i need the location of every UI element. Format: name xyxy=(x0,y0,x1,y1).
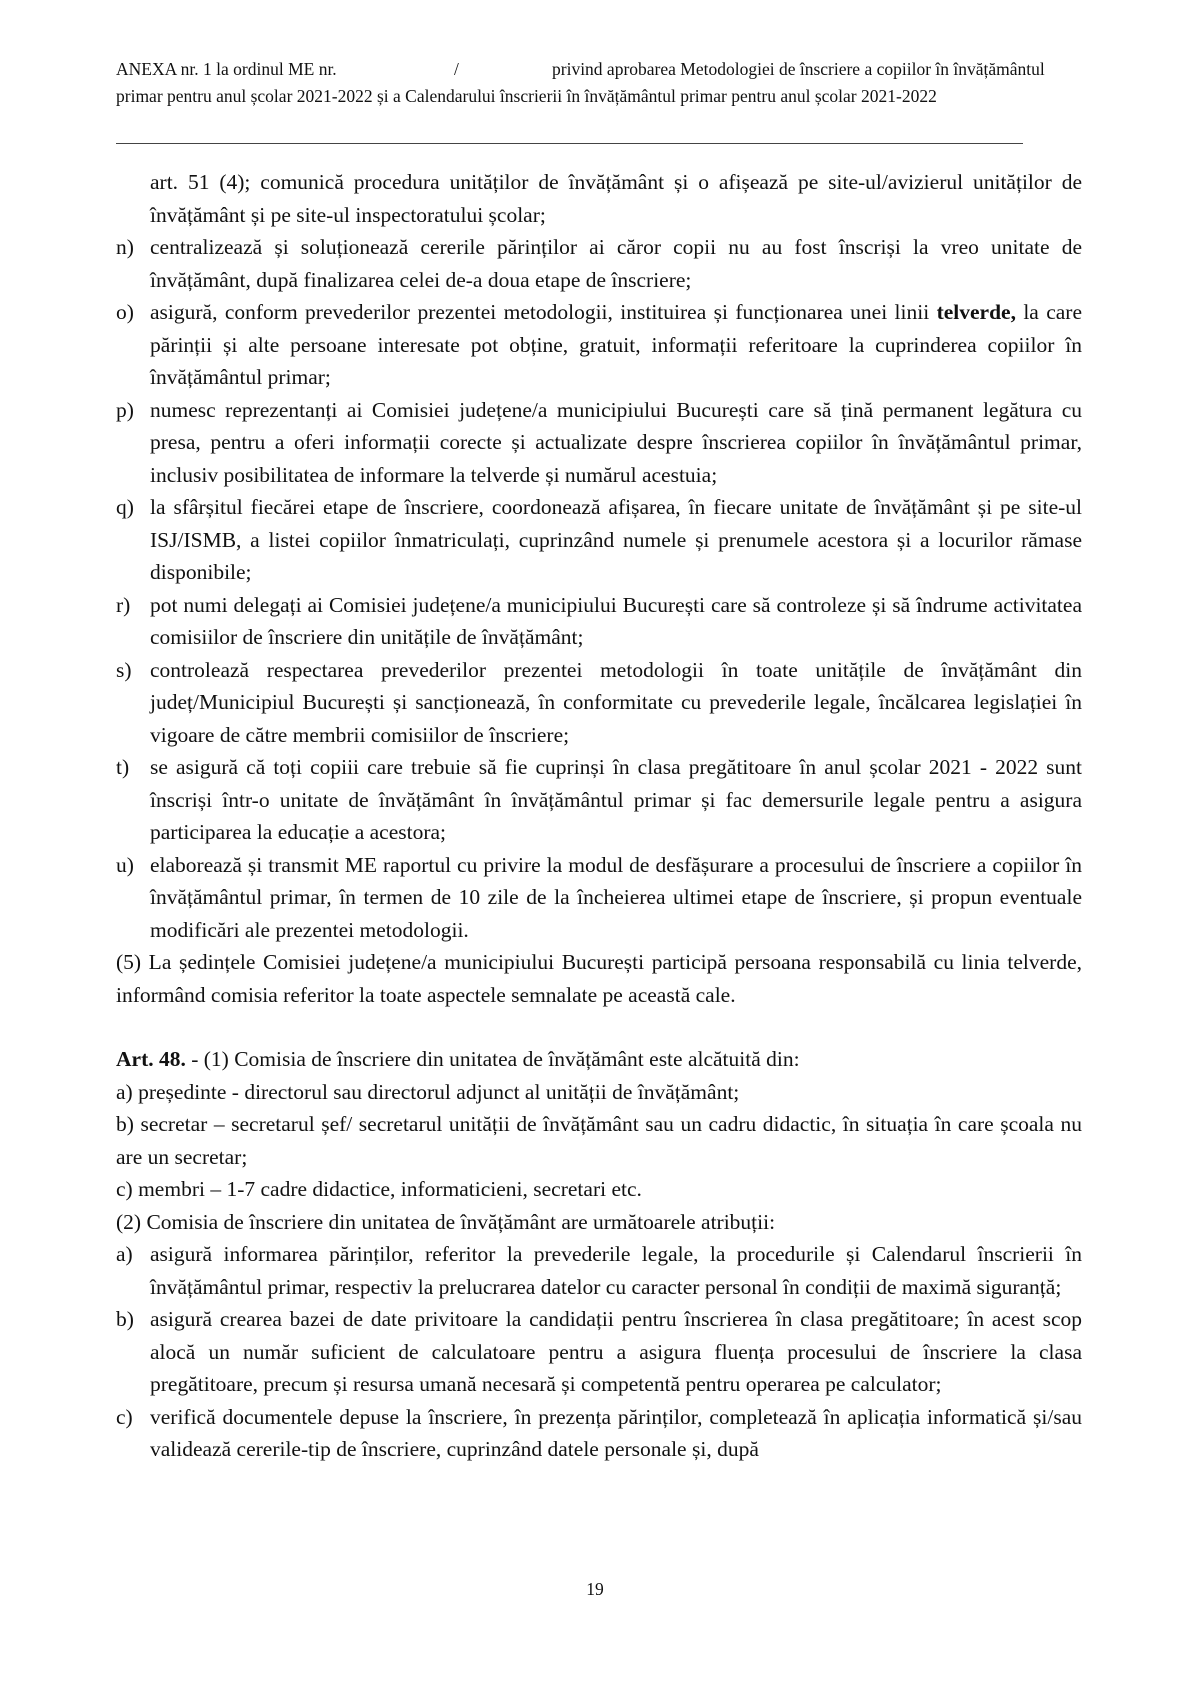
list-item-label: a) xyxy=(116,1242,133,1266)
list-item-label: n) xyxy=(116,235,134,259)
composition-line-c: c) membri – 1-7 cadre didactice, informaticieni, secretari etc. xyxy=(116,1177,642,1201)
list-item-text: elaborează și transmit ME raportul cu privire la modul de desfășurare a procesului de înscriere a copiilor în învățământul primar, în termen de 10 zile de la încheierea ultimei etape de înscriere, și propun eventuale modificări ale prezentei metodologii. xyxy=(150,852,1082,942)
list-item-bold-term: telverde, xyxy=(936,300,1016,324)
page-header xyxy=(116,56,1116,110)
list-item-label: u) xyxy=(116,852,134,877)
list-item-text: la sfârșitul fiecărei etape de înscriere, coordonează afișarea, în fiecare unitate de învățământ și pe site-ul ISJ/ISMB, a listei copiilor înmatriculați, cuprinzând numele și prenumele acestora și a locurilor rămase disponibile; xyxy=(150,495,1082,584)
list-item-text: pot numi delegați ai Comisiei județene/a municipiului București care să controleze și să îndrume activitatea comisiilor de înscriere din unitățile de învățământ; xyxy=(150,592,1082,649)
header-title-part1: privind aprobarea Metodologiei de înscriere a copiilor în învățământul xyxy=(552,59,1045,79)
header-slash: / xyxy=(454,59,459,79)
list-item-q xyxy=(116,491,1082,589)
composition-line-b: b) secretar – secretarul șef/ secretarul unității de învățământ sau un cadru didactic, în situația în care școala nu are un secretar; xyxy=(116,1112,1082,1169)
list-item-label: b) xyxy=(116,1307,134,1331)
list-item-text: asigură, conform prevederilor prezentei metodologii, instituirea și funcționarea unei linii xyxy=(150,300,937,324)
spacer xyxy=(116,1011,1082,1043)
article-intro-text: - (1) Comisia de înscriere din unitatea de învățământ este alcătuită din: xyxy=(185,1047,800,1071)
list-item-t xyxy=(116,751,1082,849)
duty-item-b xyxy=(116,1303,1082,1401)
paragraph-5: (5) La ședințele Comisiei județene/a municipiului București participă persoana responsabilă cu linia telverde, informând comisia referitor la toate aspectele semnalate pe această cale. xyxy=(116,950,1082,1007)
list-item-text: asigură crearea bazei de date privitoare la candidații pentru înscrierea în clasa pregătitoare; în acest scop alocă un număr suficient de calculatoare pentru a asigura fluența procesului de înscriere la clasa pregătitoare, precum și resursa umană necesară și competentă pentru operarea pe calculator; xyxy=(150,1307,1082,1396)
list-item-label: c) xyxy=(116,1404,133,1429)
document-body xyxy=(116,166,1082,1466)
list-item-text: verifică documentele depuse la înscriere, în prezența părinților, completează în aplicația informatică și/sau validează cererile-tip de înscriere, cuprinzând datele personale și, după xyxy=(150,1404,1082,1461)
list-item-n xyxy=(116,231,1082,296)
list-item-label: s) xyxy=(116,657,132,682)
header-divider xyxy=(116,143,1023,144)
list-item-label: p) xyxy=(116,397,134,422)
list-item-text: se asigură că toți copiii care trebuie să fie cuprinși în clasa pregătitoare în anul școlar 2021 - 2022 sunt înscriși într-o unitate de învățământ în învățământul primar și fac demersurile legale pentru a asigura participarea la educație a acestora; xyxy=(150,755,1082,844)
list-item-o xyxy=(116,296,1082,394)
duty-item-c xyxy=(116,1401,1082,1466)
list-item-text: centralizează și soluționează cererile părinților ai căror copii nu au fost înscriși la vreo unitate de învățământ, după finalizarea celei de-a doua etape de înscriere; xyxy=(150,235,1082,292)
item-m-continuation: art. 51 (4); comunică procedura unităților de învățământ și o afișează pe site-ul/avizierul unităților de învățământ și pe site-ul inspectoratului școlar; xyxy=(150,170,1082,227)
paragraph-2-intro: (2) Comisia de înscriere din unitatea de învățământ are următoarele atribuții: xyxy=(116,1209,776,1234)
duty-item-a xyxy=(116,1238,1082,1303)
list-item-text: la care părinții și alte persoane interesate pot obține, gratuit, informații referitoare la cuprinderea copiilor în învățământul primar; xyxy=(150,300,1083,389)
list-item-s xyxy=(116,654,1082,752)
header-title-part2: primar pentru anul școlar 2021-2022 și a Calendarului înscrierii în învățământul primar pentru anul școlar 2021-2022 xyxy=(116,86,937,106)
list-item-p xyxy=(116,394,1082,492)
list-item-u xyxy=(116,849,1082,947)
list-item-label: t) xyxy=(116,755,130,779)
list-item-text: numesc reprezentanți ai Comisiei județene/a municipiului București care să țină permanent legătura cu presa, pentru a oferi informații corecte și actualizate despre înscrierea copiilor în învățământul primar, inclusiv posibilitatea de informare la telverde și numărul acestuia; xyxy=(150,397,1082,487)
list-item-text: asigură informarea părinților, referitor la prevederile legale, la procedurile și Calendarul înscrierii în învățământul primar, respectiv la prelucrarea datelor cu caracter personal în condiții de maximă siguranță; xyxy=(150,1242,1082,1299)
page-number: 19 xyxy=(586,1579,604,1599)
list-item-text: controlează respectarea prevederilor prezentei metodologii în toate unitățile de învățământ din județ/Municipiul București și sancționează, în conformitate cu prevederile legale, încălcarea legislației în vigoare de către membrii comisiilor de înscriere; xyxy=(150,657,1082,747)
list-item-r xyxy=(116,589,1082,654)
list-item-label: o) xyxy=(116,300,134,324)
list-item-label: q) xyxy=(116,495,134,519)
article-48-heading xyxy=(116,1043,1082,1076)
list-item-label: r) xyxy=(116,592,131,617)
composition-line-a: a) președinte - directorul sau directorul adjunct al unității de învățământ; xyxy=(116,1079,740,1104)
article-number: Art. 48. xyxy=(116,1047,186,1071)
header-annex-label: ANEXA nr. 1 la ordinul ME nr. xyxy=(116,59,337,79)
